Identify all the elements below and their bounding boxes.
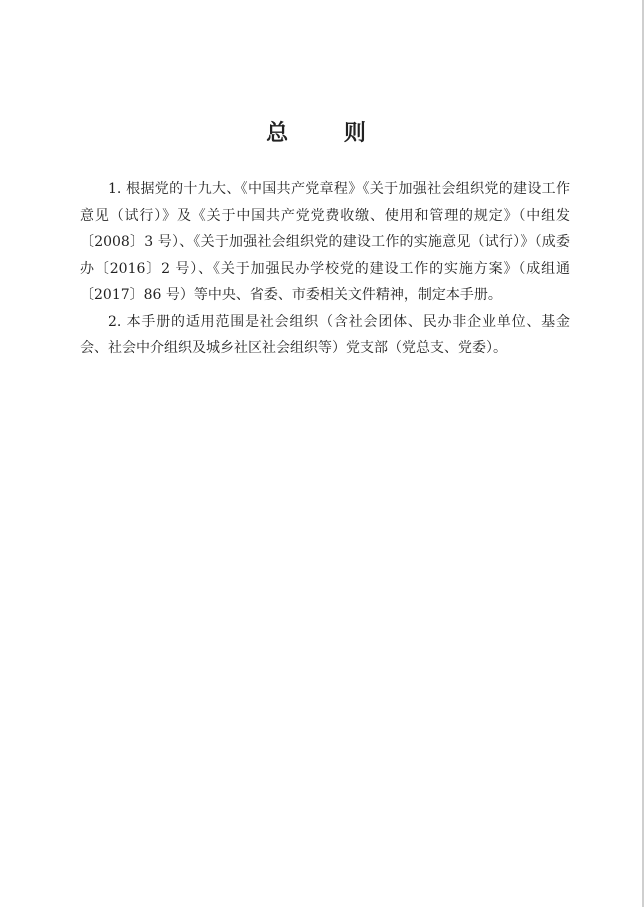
page-title: 总 则 — [266, 120, 390, 146]
document-body — [80, 176, 570, 362]
paragraph-2: 2. 本手册的适用范围是社会组织（含社会团体、民办非企业单位、基金会、社会中介组织及城乡社区社会组织等）党支部（党总支、党委）。 — [80, 313, 570, 356]
paragraph-1: 1. 根据党的十九大、《中国共产党章程》《关于加强社会组织党的建设工作意见（试行）》及《关于中国共产党党费收缴、使用和管理的规定》（中组发〔2008〕3 号）、《关于加强社会组织党的建设工作的实施意见（试行）》（成委办〔2016〕2 号）、《关于加强民办学校党的建设工作的实施方案》（成组通〔2017〕86 号）等中央、省委、市委相关文件精神，制定本手册。 — [80, 181, 570, 303]
